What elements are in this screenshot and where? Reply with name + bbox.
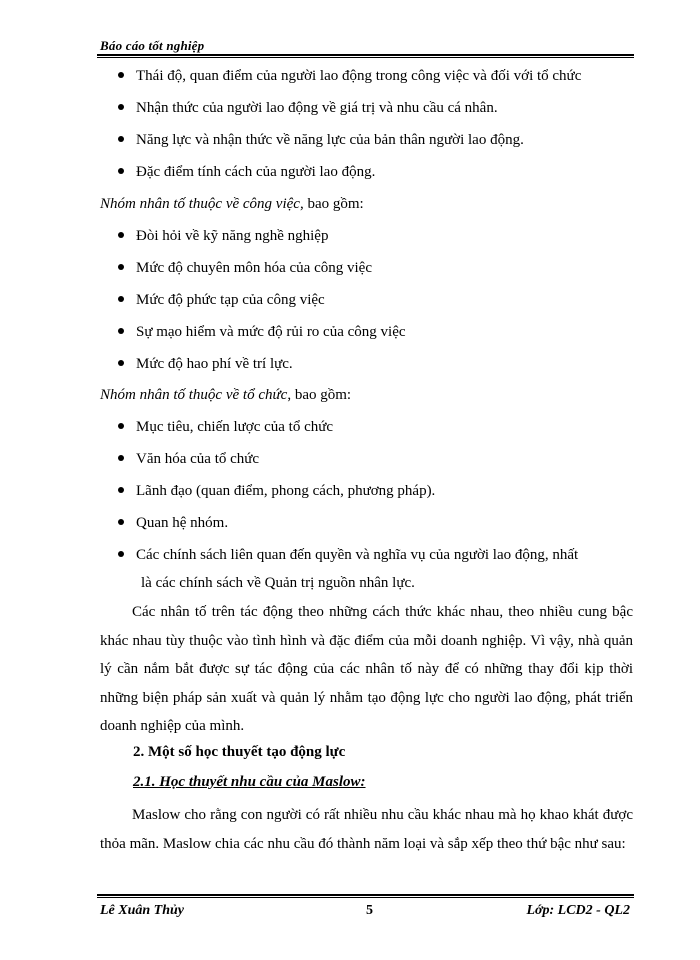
list-item bbox=[118, 227, 328, 245]
list-item bbox=[118, 163, 375, 181]
footer-author: Lê Xuân Thủy bbox=[100, 903, 185, 918]
bullet-icon bbox=[118, 168, 124, 174]
list-item bbox=[118, 355, 293, 373]
paragraph-factors: Các nhân tố trên tác động theo những cách thức khác nhau, theo nhiều cung bậc khác nhau tùy thuộc vào tình hình và đặc điểm của mỗi doanh nghiệp. Vì vậy, nhà quản lý cần nắm bắt được sự tác động của các nhân tố này để có những thay đổi kịp thời những biện pháp sản xuất và quản lý nhằm tạo động lực cho người lao động, phát triển doanh nghiệp của mình. bbox=[100, 604, 633, 734]
bullet-icon bbox=[118, 136, 124, 142]
list-item-text: Văn hóa của tổ chức bbox=[136, 451, 260, 467]
list-item-text: Thái độ, quan điểm của người lao động trong công việc và đối với tổ chức bbox=[136, 68, 582, 84]
bullet-icon bbox=[118, 423, 124, 429]
list-item bbox=[118, 291, 325, 309]
list-item-text: Sự mạo hiểm và mức độ rủi ro của công việc bbox=[136, 324, 406, 340]
bullet-icon bbox=[118, 360, 124, 366]
header-rule-thin bbox=[97, 57, 634, 58]
bullet-icon bbox=[118, 104, 124, 110]
bullet-icon bbox=[118, 296, 124, 302]
group-label-rest: , bao gồm: bbox=[299, 196, 364, 212]
bullet-icon bbox=[118, 328, 124, 334]
list-item-text: Mức độ chuyên môn hóa của công việc bbox=[136, 260, 372, 276]
header-title: Báo cáo tốt nghiệp bbox=[100, 38, 205, 53]
list-item bbox=[118, 482, 435, 500]
header-rule bbox=[97, 54, 634, 56]
list-item-text: Đòi hỏi về kỹ năng nghề nghiệp bbox=[136, 228, 329, 244]
list-item bbox=[118, 514, 228, 532]
list-item-continuation: là các chính sách về Quản trị nguồn nhân lực. bbox=[141, 575, 415, 591]
footer-class: Lớp: LCD2 - QL2 bbox=[526, 903, 630, 918]
list-item-text: Năng lực và nhận thức về năng lực của bản thân người lao động. bbox=[136, 132, 524, 148]
bullet-icon bbox=[118, 551, 124, 557]
group-label-org bbox=[100, 386, 351, 404]
list-item-text: Đặc điểm tính cách của người lao động. bbox=[136, 164, 376, 180]
bullet-icon bbox=[118, 232, 124, 238]
footer-rule bbox=[97, 894, 634, 896]
list-item bbox=[118, 99, 498, 117]
group-label-job bbox=[100, 195, 364, 213]
page-number: 5 bbox=[366, 903, 373, 918]
group-label-italic: Nhóm nhân tố thuộc về công việc bbox=[100, 196, 300, 212]
list-item bbox=[118, 131, 524, 149]
subsection-heading: 2.1. Học thuyết nhu cầu của Maslow: bbox=[133, 774, 366, 790]
bullet-icon bbox=[118, 72, 124, 78]
bullet-icon bbox=[118, 264, 124, 270]
group-label-italic: Nhóm nhân tố thuộc về tổ chức bbox=[100, 387, 288, 403]
footer-rule-thin bbox=[97, 897, 634, 898]
bullet-icon bbox=[118, 487, 124, 493]
paragraph-maslow: Maslow cho rằng con người có rất nhiều nhu cầu khác nhau mà họ khao khát được thỏa mãn. Maslow chia các nhu cầu đó thành năm loại và sắp xếp theo thứ bậc như sau: bbox=[100, 807, 633, 852]
bullet-icon bbox=[118, 519, 124, 525]
list-item-text: Lãnh đạo (quan điểm, phong cách, phương pháp). bbox=[136, 483, 436, 499]
list-item bbox=[118, 67, 581, 85]
group-label-rest: , bao gồm: bbox=[287, 387, 352, 403]
list-item-text: Mức độ phức tạp của công việc bbox=[136, 292, 325, 308]
list-item bbox=[118, 323, 406, 341]
list-item-text: Nhận thức của người lao động về giá trị và nhu cầu cá nhân. bbox=[136, 100, 498, 116]
list-item bbox=[118, 418, 333, 436]
list-item-text: Quan hệ nhóm. bbox=[136, 515, 229, 531]
list-item-text: Mục tiêu, chiến lược của tổ chức bbox=[136, 419, 334, 435]
list-item bbox=[118, 259, 372, 277]
bullet-icon bbox=[118, 455, 124, 461]
list-item-text: Mức độ hao phí về trí lực. bbox=[136, 356, 293, 372]
list-item bbox=[118, 450, 259, 468]
section-heading: 2. Một số học thuyết tạo động lực bbox=[133, 744, 346, 760]
list-item bbox=[118, 546, 578, 564]
list-item-text: Các chính sách liên quan đến quyền và nghĩa vụ của người lao động, nhất bbox=[136, 547, 579, 563]
